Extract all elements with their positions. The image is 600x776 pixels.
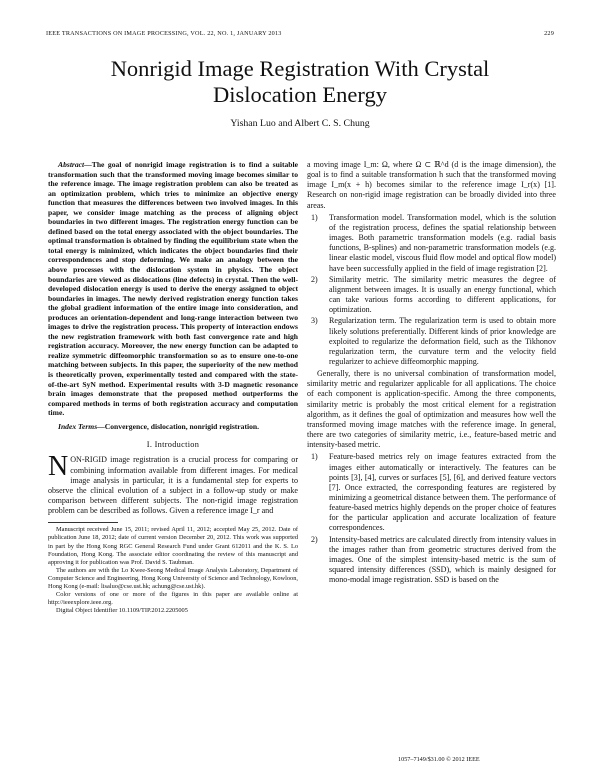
list-number: 3) <box>311 316 318 326</box>
list-number: 2) <box>311 274 318 284</box>
footnotes <box>48 522 298 615</box>
footnote-color: Color versions of one or more of the figures in this paper are available online at http://ieeexplore.ieee.org. <box>48 590 298 606</box>
copyright-notice: 1057–7149/$31.00 © 2012 IEEE <box>398 756 480 763</box>
registration-areas-list <box>307 213 556 367</box>
list-text: Transformation model. Transformation model, which is the solution of the registration process, defines the spatial relationship between images. Both parametric transformation models (e.g. radial basis functions, B-splines) and non-parametric transformation models (e.g. linear elastic model, viscous fluid flow model and optical flow model) have been successfully applied in the field of image registration [2]. <box>329 212 556 273</box>
intro-paragraph <box>48 451 298 516</box>
footnote-rule <box>48 522 118 523</box>
right-paragraph-1: a moving image I_m: Ω, where Ω ⊂ ℝ^d (d is the image dimension), the goal is to find a suitable transformation h such that the transformed moving image I_m(x + h) becomes similar to the reference image I_r(x) [1]. Research on non-rigid image registration can be broadly divided into three areas. <box>307 160 556 210</box>
list-text: Regularization term. The regularization term is used to obtain more likely solutions preferentially. Different kinds of prior knowledge are exploited to regularize the deformation field, such as the Tikhonov regularization term, the curvature term and the velocity field regularizer to achieve diffeomorphic mapping. <box>329 316 556 366</box>
footnote-manuscript: Manuscript received June 15, 2011; revised April 11, 2012; accepted May 25, 2012. Date of publication June 18, 2012; date of current version December 20, 2012. This work was supported in part by the Hong Kong RGC General Research Fund under Grant 612011 and the K. S. Lo Foundation, Hong Kong. The associate editor coordinating the review of this manuscript and approving it for publication was Prof. David S. Taubman. <box>48 526 298 566</box>
section-heading-introduction: I. Introduction <box>146 440 200 450</box>
footnote-authors: The authors are with the Lo Kwee-Seong Medical Image Analysis Laboratory, Department of Computer Science and Engineering, Hong Kong University of Science and Technology, Kowloon, Hong Kong (e-mail: lisaluo@cse.ust.hk; achung@cse.ust.hk). <box>48 566 298 590</box>
left-column <box>48 160 298 615</box>
journal-name: IEEE TRANSACTIONS ON IMAGE PROCESSING, VOL. 22, NO. 1, JANUARY 2013 <box>46 30 282 37</box>
list-item <box>311 275 556 316</box>
author-list: Yishan Luo and Albert C. S. Chung <box>230 118 370 129</box>
index-terms-text: —Convergence, dislocation, nonrigid registration. <box>97 421 260 431</box>
abstract-lead: Abstract <box>58 160 85 169</box>
title-line-1: Nonrigid Image Registration With Crystal <box>110 56 490 81</box>
list-number: 1) <box>311 212 318 222</box>
list-text: Intensity-based metrics are calculated directly from intensity values in the images rather than from geometric structures derived from the images. One of the simplest intensity-based metric is the sum of squared intensity differences (SSD), which is mainly designed for mono-modal image registration. SSD is based on the <box>329 534 556 585</box>
paper-title <box>40 56 560 108</box>
abstract <box>48 160 298 418</box>
page-number: 229 <box>544 30 554 37</box>
list-item <box>311 452 556 533</box>
title-line-2: Dislocation Energy <box>213 82 387 107</box>
intro-text: image registration is a crucial process for comparing or combining information available from different images. For medical image analysis in particular, it is a fundamental step for experts to observe the clinical evolution of a subject in a follow-up study or make comparison between different subjects. The non-rigid image registration problem can be described as follows. Given a reference image I_r and <box>48 455 298 516</box>
list-item <box>311 213 556 274</box>
similarity-metric-list <box>307 452 556 585</box>
list-number: 2) <box>311 534 318 544</box>
running-header <box>46 30 554 40</box>
index-terms-lead: Index Terms <box>58 421 98 431</box>
index-terms <box>48 422 298 432</box>
intro-first-word: ON-RIGID <box>70 455 107 465</box>
abstract-text: —The goal of nonrigid image registration is to find a suitable transformation such that the transformed moving image becomes similar to the reference image. The image registration problem can also be treated as an optimization problem, which tries to minimize an objective energy function that measures the differences between two involved images. In this paper, we consider image matching as the process of aligning object boundaries in two different images. The registration energy function can be defined based on the total energy associated with the object boundaries. The optimal transformation is obtained by finding the equilibrium state when the total energy is minimized, which indicates the object boundaries find their correspondences and stop deforming. We make an analogy between the above processes with the dislocation system in physics. The object boundaries are viewed as dislocations (line defects) in crystal. Then the well-developed dislocation energy is used to derive the energy assigned to object boundaries in images. The newly derived registration energy function takes the global gradient information of the entire image into consideration, and produces an orientation-dependent and long-range interaction between two images to drive the registration process. This property of interaction endows the new registration framework with both fast convergence rate and high registration accuracy. Moreover, the new energy function can be adapted to realize symmetric diffeomorphic transformation so as to ensure one-to-one matching between subjects. In this paper, the superiority of the new method is theoretically proven, experimentally tested and compared with the state-of-the-art SyN method. Experimental results with 3-D magnetic resonance brain images demonstrate that the proposed method outperforms the compared methods in terms of both registration accuracy and computation time. <box>48 160 298 418</box>
right-paragraph-2: Generally, there is no universal combination of transformation model, similarity metric and regularizer applicable for all applications. The choice of each component is application-specific. Among the three components, similarity metric is probably the most critical element for a registration algorithm, as it defines the goal of optimization and measures how well the transformed moving image matches with the reference image. In general, there are two categories of similarity metric, i.e., feature-based metric and intensity-based metric. <box>307 369 556 450</box>
list-item <box>311 316 556 367</box>
drop-cap: N <box>48 451 69 483</box>
right-column <box>307 160 556 587</box>
list-text: Similarity metric. The similarity metric measures the degree of alignment between images. It is usually an energy functional, which can take various forms according to different applications, for optimization. <box>329 274 556 315</box>
list-text: Feature-based metrics rely on image features extracted from the images either automatically or interactively. The features can be points [3], [4], curves or surfaces [5], [6], and derived feature vectors [7]. Once extracted, the corresponding features are registered by minimizing a geometrical distance between them. The performance of feature-based metrics highly depends on the proper choice of features for the particular application and accurate localization of feature correspondences. <box>329 452 556 533</box>
footnote-doi: Digital Object Identifier 10.1109/TIP.2012.2205005 <box>56 606 188 614</box>
list-number: 1) <box>311 452 318 462</box>
list-item <box>311 535 556 586</box>
